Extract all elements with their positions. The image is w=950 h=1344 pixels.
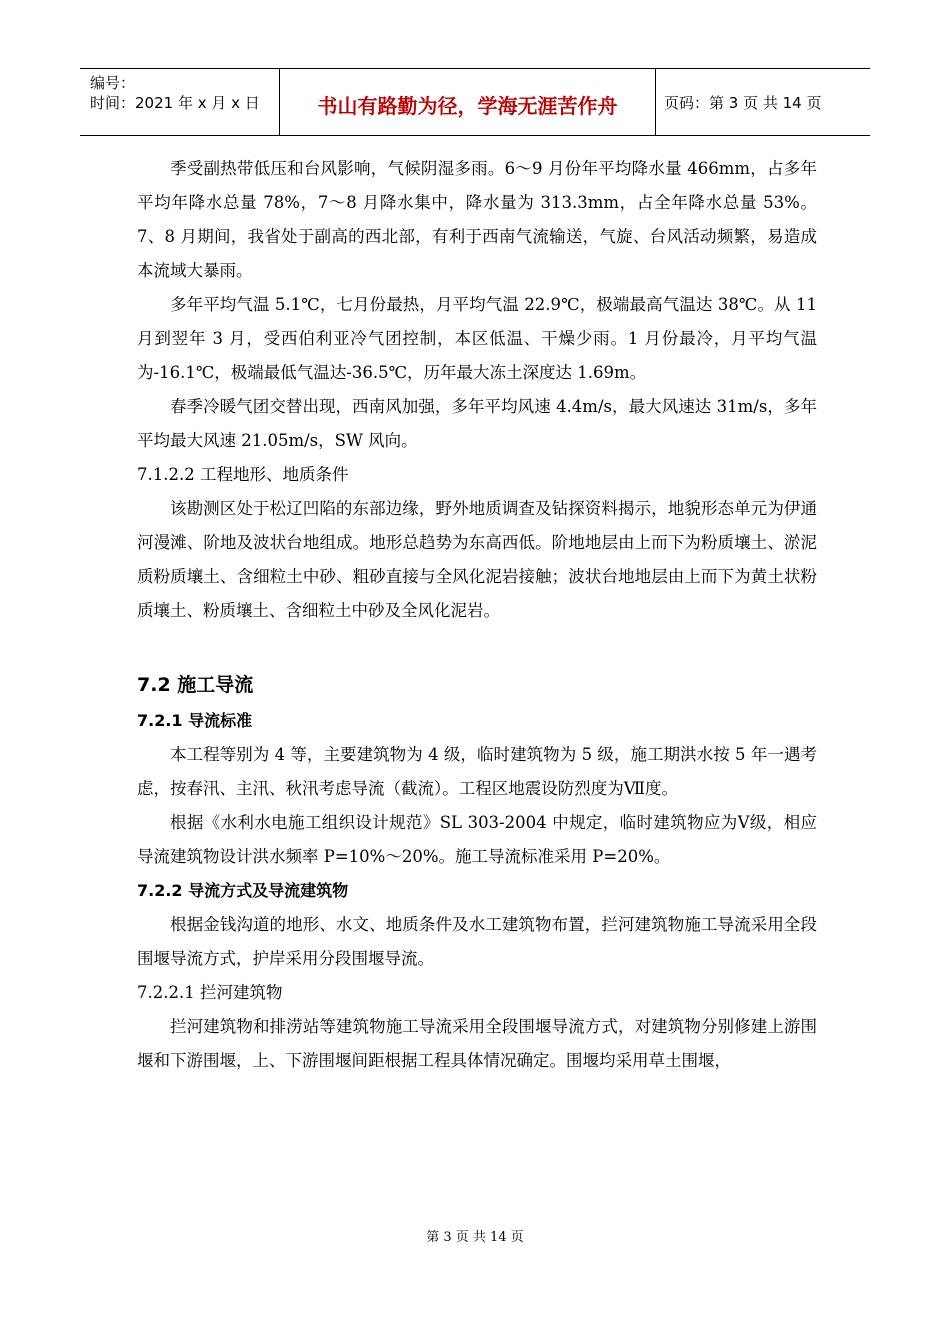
heading-7-1-2-2: 7.1.2.2 工程地形、地质条件 [137,465,349,484]
heading-7-2-1: 7.2.1 导流标准 [137,711,253,730]
header-page-label: 页码：第 3 页 共 14 页 [664,93,822,112]
document-number-label: 编号： [90,74,136,92]
heading-7-2-2: 7.2.2 导流方式及导流建筑物 [137,881,349,900]
paragraph-geology: 该勘测区处于松辽凹陷的东部边缘，野外地质调查及钻探资料揭示，地貌形态单元为伊通河漫滩、阶地及波状台地组成。地形总趋势为东高西低。阶地地层由上而下为粉质壤土、淤泥质粉质壤土、含细粒土中砂、粗砂直接与全风化泥岩接触；波状台地地层由上而下为黄土状粉质壤土、粉质壤土、含细粒土中砂及全风化泥岩。 [137,499,817,620]
paragraph-diversion-method: 根据金钱沟道的地形、水文、地质条件及水工建筑物布置，拦河建筑物施工导流采用全段围堰导流方式，护岸采用分段围堰导流。 [137,915,817,968]
paragraph-climate-rain: 季受副热带低压和台风影响，气候阴湿多雨。6～9 月份年平均降水量 466mm，占多年平均年降水总量 78%，7～8 月降水集中，降水量为 313.3mm，占全年降水总量 53%。7、8 月期间，我省处于副高的西北部，有利于西南气流输送，气旋、台风活动频繁，易造成本流域大暴雨。 [137,159,817,280]
page-footer: 第 3 页 共 14 页 [426,1230,524,1245]
header-motto: 书山有路勤为径，学海无涯苦作舟 [280,69,656,135]
paragraph-temperature: 多年平均气温 5.1℃，七月份最热，月平均气温 22.9℃，极端最高气温达 38℃。从 11 月到翌年 3 月，受西伯利亚冷气团控制，本区低温、干燥少雨。1 月份最冷，月平均气温为-16.1℃，极端最低气温达-36.5℃，历年最大冻土深度达 1.69m。 [137,295,817,382]
paragraph-wind: 春季冷暖气团交替出现，西南风加强，多年平均风速 4.4m/s，最大风速达 31m/s，多年平均最大风速 21.05m/s，SW 风向。 [137,397,817,450]
heading-7-2-2-1: 7.2.2.1 拦河建筑物 [137,983,283,1002]
document-date-label: 时间：2021 年 x 月 x 日 [90,94,260,112]
paragraph-cofferdam: 拦河建筑物和排涝站等建筑物施工导流采用全段围堰导流方式，对建筑物分别修建上游围堰和下游围堰，上、下游围堰间距根据工程具体情况确定。围堰均采用草土围堰， [137,1017,817,1070]
document-body [137,152,817,1078]
heading-7-2: 7.2 施工导流 [137,674,254,696]
paragraph-project-grade: 本工程等别为 4 等，主要建筑物为 4 级，临时建筑物为 5 级，施工期洪水按 5 年一遇考虑，按春汛、主汛、秋汛考虑导流（截流）。工程区地震设防烈度为Ⅶ度。 [137,745,817,798]
page-header [80,68,870,136]
paragraph-diversion-standard: 根据《水利水电施工组织设计规范》SL 303-2004 中规定，临时建筑物应为Ⅴ级，相应导流建筑物设计洪水频率 P=10%～20%。施工导流标准采用 P=20%。 [137,813,817,866]
header-meta [80,69,280,135]
